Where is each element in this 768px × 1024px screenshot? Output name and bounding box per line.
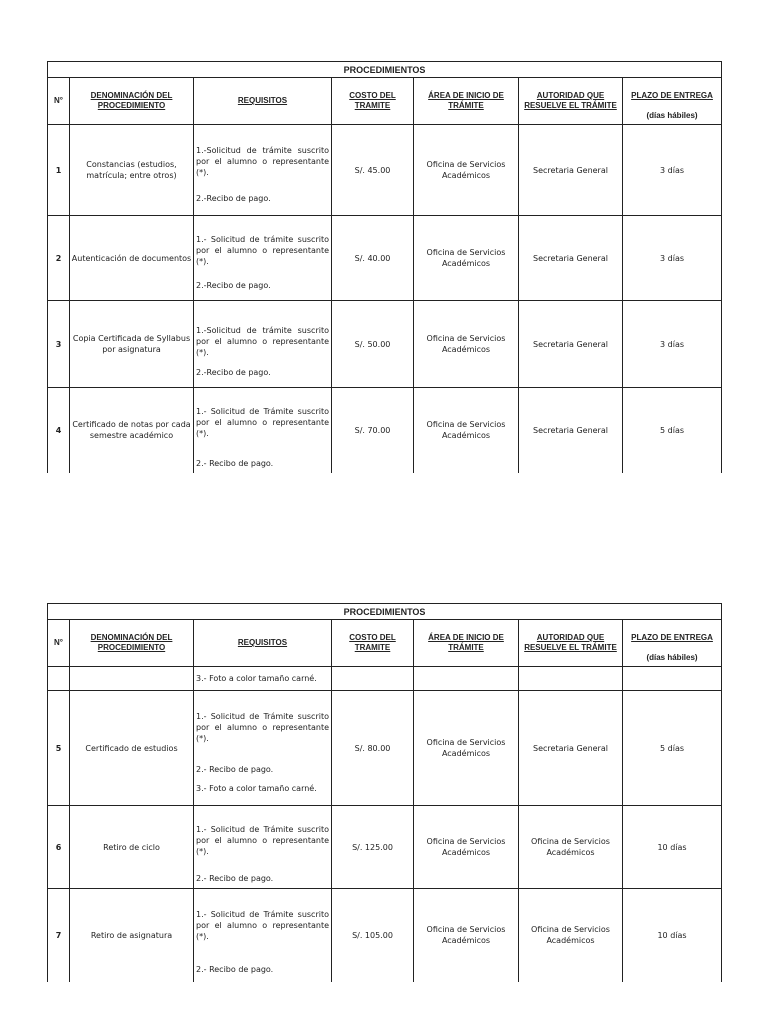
row-requirements — [194, 388, 332, 473]
row-requirements — [194, 301, 332, 388]
header-plazo-unit: (días hábiles) — [646, 111, 698, 120]
table-title: PROCEDIMIENTOS — [48, 604, 722, 620]
row-num: 2 — [48, 216, 70, 301]
header-requisitos: REQUISITOS — [194, 620, 332, 667]
table-row — [48, 125, 722, 216]
row-requirements — [194, 667, 332, 691]
row-cost: S/. 125.00 — [332, 806, 414, 889]
table-title: PROCEDIMIENTOS — [48, 62, 722, 78]
header-num: N° — [48, 78, 70, 125]
requirement-1: 1.- Solicitud de Trámite suscrito por el alumno o representante (*). — [196, 910, 329, 941]
row-term: 5 días — [623, 691, 722, 806]
row-area: Oficina de Servicios Académicos — [414, 125, 519, 216]
row-term: 3 días — [623, 301, 722, 388]
row-authority: Secretaria General — [519, 388, 623, 473]
header-num: N° — [48, 620, 70, 667]
header-denominacion: DENOMINACIÓN DEL PROCEDIMIENTO — [70, 78, 194, 125]
row-authority: Oficina de Servicios Académicos — [519, 806, 623, 889]
requirement-1: 1.-Solicitud de trámite suscrito por el alumno o representante (*). — [196, 326, 329, 357]
requirement-2: 2.-Recibo de pago. — [196, 281, 271, 290]
row-authority: Secretaria General — [519, 691, 623, 806]
row-cost: S/. 40.00 — [332, 216, 414, 301]
row-authority: Secretaria General — [519, 301, 623, 388]
row-cost: S/. 45.00 — [332, 125, 414, 216]
row-requirements — [194, 216, 332, 301]
row-area: Oficina de Servicios Académicos — [414, 301, 519, 388]
row-term: 10 días — [623, 806, 722, 889]
requirement-2: 2.- Recibo de pago. — [196, 459, 274, 468]
row-authority: Secretaria General — [519, 125, 623, 216]
row-name: Autenticación de documentos — [70, 216, 194, 301]
table-row — [48, 301, 722, 388]
table-row — [48, 388, 722, 473]
table-row — [48, 216, 722, 301]
header-autoridad: AUTORIDAD QUE RESUELVE EL TRÁMITE — [519, 620, 623, 667]
row-cost: S/. 50.00 — [332, 301, 414, 388]
row-name: Certificado de notas por cada semestre académico — [70, 388, 194, 473]
row-name: Retiro de ciclo — [70, 806, 194, 889]
header-denominacion: DENOMINACIÓN DEL PROCEDIMIENTO — [70, 620, 194, 667]
header-autoridad: AUTORIDAD QUE RESUELVE EL TRÁMITE — [519, 78, 623, 125]
row-num: 7 — [48, 889, 70, 982]
header-area: ÁREA DE INICIO DE TRÁMITE — [414, 620, 519, 667]
row-cost: S/. 80.00 — [332, 691, 414, 806]
row-term: 10 días — [623, 889, 722, 982]
row-num: 5 — [48, 691, 70, 806]
requirement-1: 1.- Solicitud de trámite suscrito por el alumno o representante (*). — [196, 235, 329, 266]
row-term: 5 días — [623, 388, 722, 473]
row-cost: S/. 105.00 — [332, 889, 414, 982]
row-authority: Secretaria General — [519, 216, 623, 301]
requirement-3: 3.- Foto a color tamaño carné. — [196, 784, 317, 793]
table-row-continuation — [48, 667, 722, 691]
header-plazo-label: PLAZO DE ENTREGA — [631, 91, 713, 100]
procedures-table-page-1 — [47, 61, 721, 473]
row-name: Retiro de asignatura — [70, 889, 194, 982]
row-term: 3 días — [623, 125, 722, 216]
requirement-2: 2.- Recibo de pago. — [196, 965, 274, 974]
table-row — [48, 691, 722, 806]
header-plazo — [623, 620, 722, 667]
row-authority: Oficina de Servicios Académicos — [519, 889, 623, 982]
row-requirements — [194, 125, 332, 216]
header-costo: COSTO DEL TRAMITE — [332, 78, 414, 125]
table-row — [48, 806, 722, 889]
requirement-2: 2.- Recibo de pago. — [196, 874, 274, 883]
row-area: Oficina de Servicios Académicos — [414, 216, 519, 301]
row-area: Oficina de Servicios Académicos — [414, 691, 519, 806]
row-name: Copia Certificada de Syllabus por asignatura — [70, 301, 194, 388]
requirement-1: 1.- Solicitud de Trámite suscrito por el alumno o representante (*). — [196, 712, 329, 743]
row-area: Oficina de Servicios Académicos — [414, 388, 519, 473]
row-num: 4 — [48, 388, 70, 473]
requirement-1: 1.- Solicitud de Trámite suscrito por el alumno o representante (*). — [196, 407, 329, 438]
row-area: Oficina de Servicios Académicos — [414, 889, 519, 982]
requirement-1: 1.- Solicitud de Trámite suscrito por el alumno o representante (*). — [196, 825, 329, 856]
procedures-table-page-2 — [47, 603, 721, 982]
header-area: ÁREA DE INICIO DE TRÁMITE — [414, 78, 519, 125]
row-name: Constancias (estudios, matrícula; entre otros) — [70, 125, 194, 216]
requirement-3: 3.- Foto a color tamaño carné. — [196, 674, 317, 683]
requirement-2: 2.- Recibo de pago. — [196, 765, 274, 774]
header-plazo — [623, 78, 722, 125]
row-num: 1 — [48, 125, 70, 216]
row-num: 3 — [48, 301, 70, 388]
requirement-2: 2.-Recibo de pago. — [196, 194, 271, 203]
row-name: Certificado de estudios — [70, 691, 194, 806]
row-requirements — [194, 691, 332, 806]
header-plazo-label: PLAZO DE ENTREGA — [631, 633, 713, 642]
row-requirements — [194, 889, 332, 982]
row-area: Oficina de Servicios Académicos — [414, 806, 519, 889]
row-cost: S/. 70.00 — [332, 388, 414, 473]
requirement-2: 2.-Recibo de pago. — [196, 368, 271, 377]
row-term: 3 días — [623, 216, 722, 301]
row-requirements — [194, 806, 332, 889]
requirement-1: 1.-Solicitud de trámite suscrito por el alumno o representante (*). — [196, 146, 329, 177]
row-num: 6 — [48, 806, 70, 889]
header-plazo-unit: (días hábiles) — [646, 653, 698, 662]
header-costo: COSTO DEL TRAMITE — [332, 620, 414, 667]
table-row — [48, 889, 722, 982]
header-requisitos: REQUISITOS — [194, 78, 332, 125]
